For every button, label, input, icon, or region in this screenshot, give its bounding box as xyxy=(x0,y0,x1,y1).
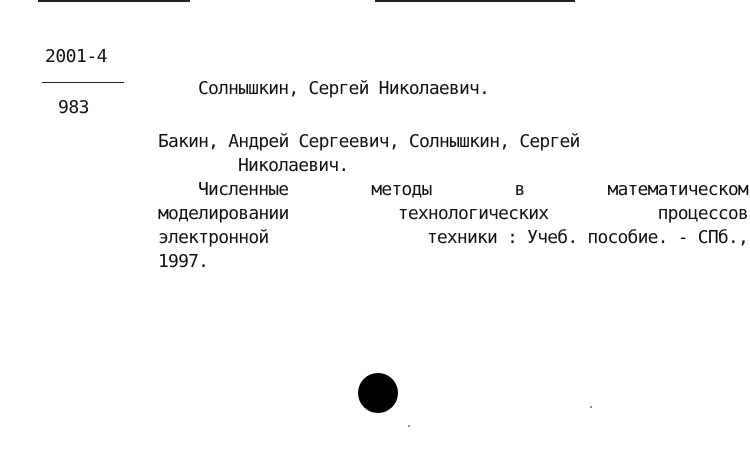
top-rule-right xyxy=(375,0,575,2)
heading-author: Солнышкин, Сергей Николаевич. xyxy=(198,78,490,99)
title-line-3 xyxy=(158,226,748,250)
title-word: техники : Учеб. пособие. - СПб., xyxy=(426,227,748,248)
title-word: электронной xyxy=(158,227,269,248)
title-word: технологических xyxy=(397,203,549,224)
punch-hole xyxy=(358,373,398,413)
authors-line-2: Николаевич. xyxy=(238,155,349,176)
title-block xyxy=(158,178,748,274)
title-word: методы xyxy=(371,179,432,200)
top-rule-left xyxy=(38,0,190,2)
call-number-divider xyxy=(42,82,124,83)
title-word: математическом xyxy=(607,179,748,200)
title-word: в xyxy=(514,179,525,200)
year-line: 1997. xyxy=(158,251,209,272)
title-line-2 xyxy=(158,202,748,226)
authors-line-1: Бакин, Андрей Сергеевич, Солнышкин, Сергей xyxy=(158,131,580,152)
speck xyxy=(408,425,410,427)
title-word: процессов xyxy=(657,203,748,224)
title-line-1 xyxy=(158,178,748,202)
speck xyxy=(590,406,592,408)
bibliographic-entry xyxy=(158,130,748,274)
title-word: Численные xyxy=(198,179,289,200)
call-number-bottom: 983 xyxy=(58,97,90,118)
title-word: моделировании xyxy=(158,203,289,224)
call-number-top: 2001-4 xyxy=(45,46,108,67)
